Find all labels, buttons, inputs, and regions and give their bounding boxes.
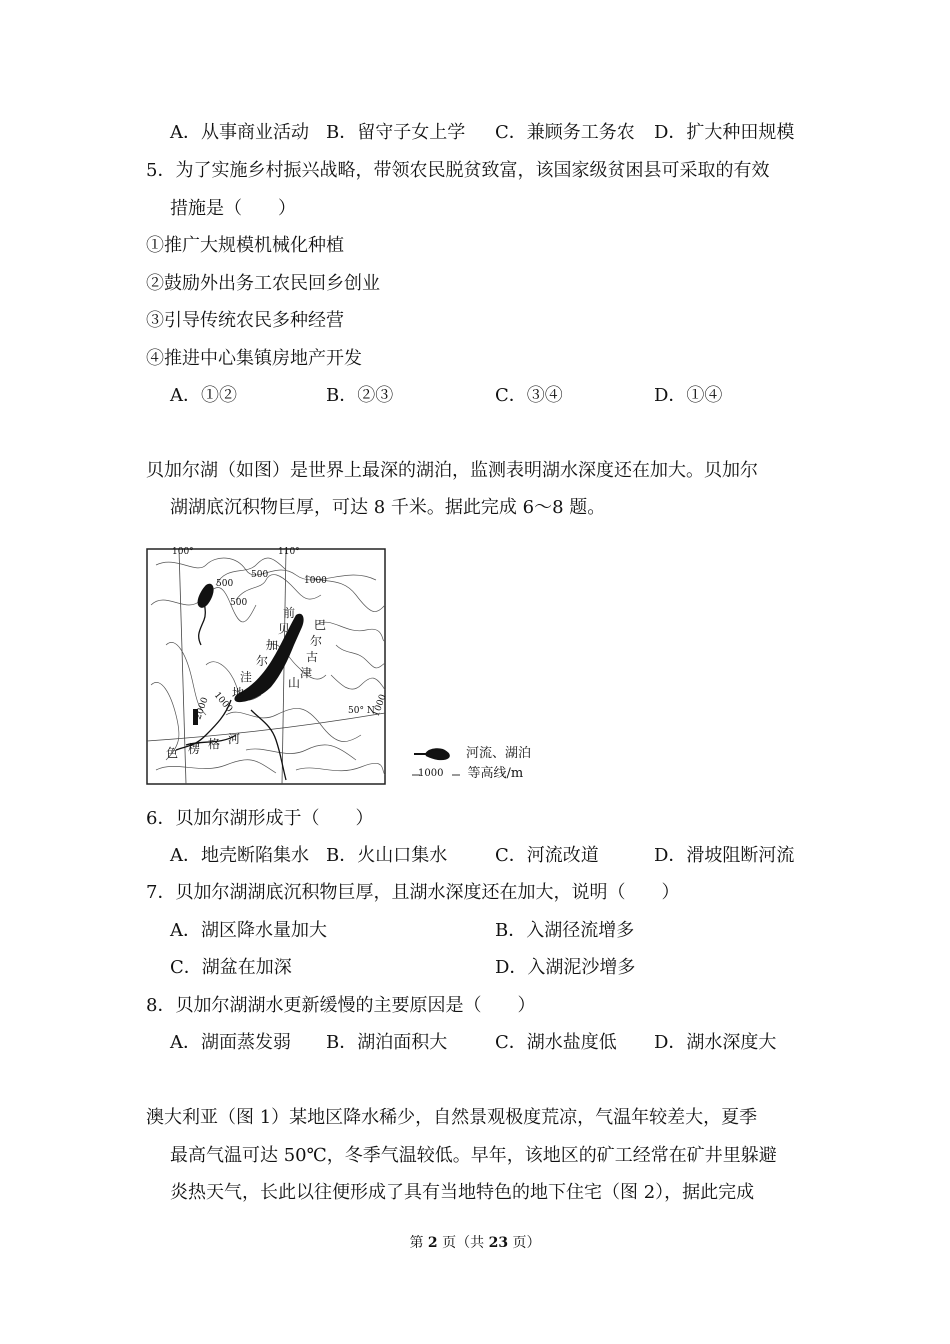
legend-river-lake-label: 河流、湖泊 (466, 746, 532, 761)
q5-item-4: ④推进中心集镇房地产开发 (146, 348, 362, 369)
q5-option-a: A．①② (170, 385, 237, 406)
river-lake-symbol (412, 746, 460, 762)
q5-option-c: C．③④ (495, 385, 563, 406)
map-label-bei: 贝 (278, 622, 291, 636)
footer-pre: 第 (409, 1235, 428, 1251)
map-label-gu: 古 (306, 650, 319, 664)
intro-australia-line1: 澳大利亚（图 1）某地区降水稀少，自然景观极度荒凉，气温年较差大，夏季 (146, 1107, 758, 1128)
q5-stem-line1: 5．为了实施乡村振兴战略，带领农民脱贫致富，该国家级贫困县可采取的有效 (146, 160, 770, 181)
q4-option-b: B．留守子女上学 (326, 122, 466, 143)
contour-label: 500 (216, 579, 234, 589)
map-label-er: 尔 (256, 654, 269, 668)
q7-option-c: C．湖盆在加深 (170, 957, 292, 978)
intro-baikal-line2: 湖湖底沉积物巨厚，可达 8 千米。据此完成 6～8 题。 (170, 497, 606, 518)
contour-label: 1000 (371, 693, 389, 719)
legend-row-contour (412, 764, 531, 784)
contour-label: 500 (230, 598, 248, 608)
q5-item-3: ③引导传统农民多种经营 (146, 310, 344, 331)
q7-option-b: B．入湖径流增多 (495, 920, 635, 941)
q7-option-d: D．入湖泥沙增多 (495, 957, 636, 978)
intro-baikal-line1: 贝加尔湖（如图）是世界上最深的湖泊，监测表明湖水深度还在加大。贝加尔 (146, 460, 758, 481)
map-label-shan: 山 (288, 676, 301, 690)
legend-contour-label: 等高线/m (467, 766, 524, 781)
lon-110-label: 110° (278, 547, 300, 557)
page-footer (0, 1232, 950, 1252)
map-label-jia: 加 (266, 638, 279, 652)
q8-option-b: B．湖泊面积大 (326, 1032, 448, 1053)
contour-label: 500 (251, 570, 269, 580)
q8-option-c: C．湖水盐度低 (495, 1032, 617, 1053)
q6-option-b: B．火山口集水 (326, 845, 448, 866)
contour-label: 1000 (304, 576, 327, 586)
q4-option-d: D．扩大种田规模 (654, 122, 795, 143)
contour-label: 1000 (211, 690, 235, 715)
footer-mid: 页（共 (437, 1235, 489, 1251)
q6-option-a: A．地壳断陷集水 (170, 845, 309, 866)
footer-post: 页） (508, 1235, 541, 1251)
q5-stem-line2: 措施是（ ） (170, 198, 296, 219)
lat-50-label: 50° N (348, 706, 375, 716)
q6-option-c: C．河流改道 (495, 845, 599, 866)
q5-option-d: D．①④ (654, 385, 723, 406)
map-label-se: 色 (166, 746, 179, 760)
contour-label: 2000 (193, 696, 211, 722)
q7-option-a: A．湖区降水量加大 (170, 920, 327, 941)
map-label-qian: 前 (283, 606, 296, 620)
legend-contour-sample: 1000 (418, 768, 444, 779)
q8-option-d: D．湖水深度大 (654, 1032, 777, 1053)
map-label-ge: 格 (208, 737, 221, 751)
q6-stem: 6．贝加尔湖形成于（ ） (146, 808, 374, 829)
map-label-di: 地 (232, 686, 245, 700)
map-label-leng: 楞 (188, 742, 201, 756)
map-label-he: 河 (228, 732, 241, 746)
q5-item-1: ①推广大规模机械化种植 (146, 235, 344, 256)
footer-total-pages: 23 (488, 1235, 509, 1251)
lon-100-label: 100° (172, 547, 194, 557)
footer-page-number: 2 (427, 1235, 438, 1251)
q5-option-b: B．②③ (326, 385, 394, 406)
map-label-ba: 巴 (314, 618, 327, 632)
map-label-wa: 洼 (240, 670, 253, 684)
intro-australia-line3: 炎热天气，长此以往便形成了具有当地特色的地下住宅（图 2），据此完成 (170, 1182, 755, 1203)
q7-stem: 7．贝加尔湖湖底沉积物巨厚，且湖水深度还在加大，说明（ ） (146, 882, 680, 903)
q8-option-a: A．湖面蒸发弱 (170, 1032, 291, 1053)
legend-row-river-lake (412, 744, 531, 764)
map-label-er2: 尔 (310, 634, 323, 648)
q6-option-d: D．滑坡阻断河流 (654, 845, 795, 866)
map-label-jin: 津 (300, 666, 313, 680)
q5-item-2: ②鼓励外出务工农民回乡创业 (146, 273, 380, 294)
q4-option-c: C．兼顾务工务农 (495, 122, 635, 143)
intro-australia-line2: 最高气温可达 50℃，冬季气温较低。早年，该地区的矿工经常在矿井里躲避 (170, 1145, 777, 1166)
q8-stem: 8．贝加尔湖湖水更新缓慢的主要原因是（ ） (146, 995, 536, 1016)
map-legend (412, 744, 531, 784)
baikal-map (146, 545, 389, 785)
q4-option-a: A．从事商业活动 (170, 122, 309, 143)
